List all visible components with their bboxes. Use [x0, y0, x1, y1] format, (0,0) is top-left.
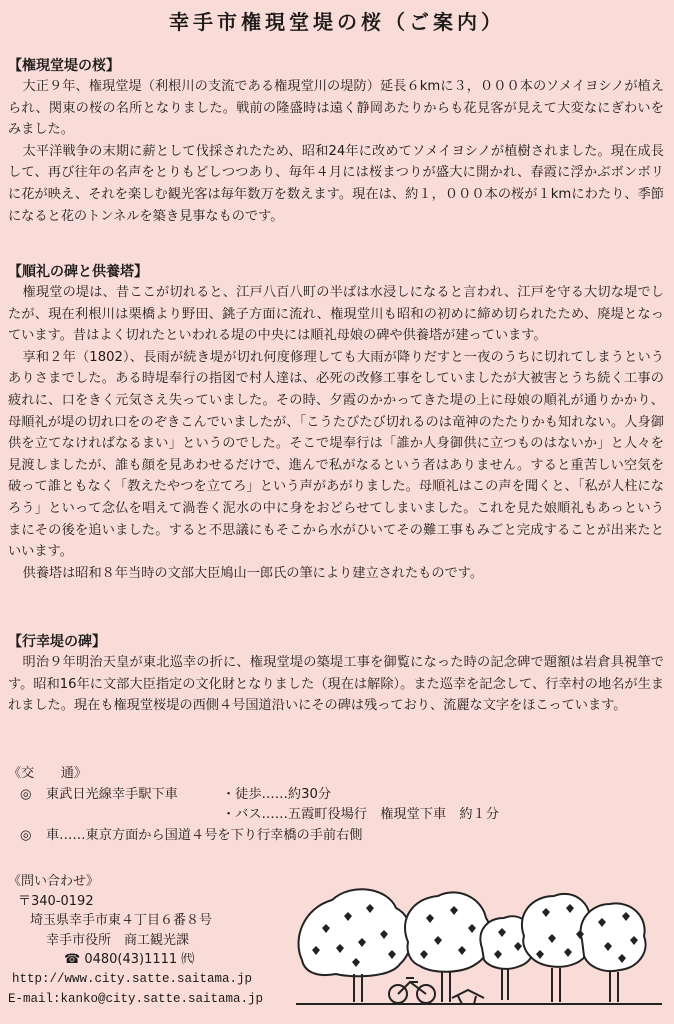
- contact-section: [8, 872, 263, 1009]
- office-name: 幸手市役所 商工観光課: [46, 932, 190, 948]
- access-station: 東武日光線幸手駅下車: [46, 787, 178, 802]
- paragraph: 享和２年（1802）、長雨が続き堤が切れ何度修理しても大雨が降りだすと一夜のうちに切れてしまうというありさまでした。ある時堤奉行の指図で村人達は、必死の改修工事をしていましたが大被害とうち続く工事の疲れに、口をきく元気さえ失っていました。その時、夕霞のかかってきた堤の上に母娘の順礼が通りかかり、母順礼が堤の切れ口をのぞきこんでいましたが、「こうたびたび切れるのは竜神のたたりかも知れない。人身御供を立てなければなるまい」というのでした。そこで堤奉行は「誰か人身御供に立つものはないか」と人々を見渡しましたが、誰も顔を見あわせるだけで、進んで私がなるという者はありません。すると重苦しい空気を破って誰ともなく「教えたやつを立てろ」という声があがりました。母順礼はこの声を聞くと、「私が人柱になろう」といって念仏を唱えて渦巻く泥水の中に身をおどらせてしまいました。これを見た娘順礼もあっというまにその後を追いました。すると不思議にもそこから水がひいてその難工事もみごと完成することが出来たといいます。: [8, 349, 664, 560]
- section-heading: 【行幸堤の碑】: [8, 634, 106, 650]
- website-link[interactable]: http://www.city.satte.saitama.jp: [12, 971, 253, 986]
- paragraph: 明治９年明治天皇が東北巡幸の折に、権現堂堤の築堤工事を御覧になった時の記念碑で題額は岩倉具視筆です。昭和16年に文部大臣指定の文化財となりました（現在は解除）。また巡幸を記念して、行幸村の地名が生まれました。現在も権現堂桜堤の西側４号国道沿いにその碑は残っており、流麗な文字をほこっています。: [8, 655, 664, 714]
- bullet-mark: ◎: [20, 787, 32, 802]
- section-heading: 【順礼の碑と供養塔】: [8, 264, 148, 280]
- email-link[interactable]: E-mail:kanko@city.satte.saitama.jp: [8, 991, 264, 1006]
- access-bus: ・バス……五霞町役場行 権現堂下車 約１分: [222, 807, 499, 822]
- section-heading: 【権現堂堤の桜】: [8, 58, 120, 74]
- bicycle-icon: [389, 978, 435, 1003]
- bench-icon: [452, 990, 484, 1004]
- contact-heading: 《問い合わせ》: [8, 874, 100, 889]
- postal-code: 〒340-0192: [18, 893, 94, 909]
- access-walk: ・徒歩……約30分: [222, 787, 332, 802]
- bullet-mark: ◎: [20, 828, 32, 843]
- section-sakura: [8, 56, 664, 227]
- access-car: 車……東京方面から国道４号を下り行幸橋の手前右側: [46, 828, 363, 843]
- access-section: [8, 764, 664, 843]
- page-title: 幸手市権現堂堤の桜（ご案内）: [169, 10, 505, 34]
- paragraph: 権現堂の堤は、昔ここが切れると、江戸八百八町の半ばは水浸しになると言われ、江戸を守る大切な堤でしたが、現在利根川は栗橋より野田、銚子方面に流れ、権現堂川も昭和の初めに締め切られたため、廃堤となっています。昔はよく切れたといわれる堤の中央には順礼母娘の碑や供養塔が建っています。: [8, 285, 664, 344]
- paragraph: 大正９年、権現堂堤（利根川の支流である権現堂川の堤防）延長６kmに３，０００本のソメイヨシノが植えられ、関東の桜の名所となりました。戦前の隆盛時は遠く静岡あたりからも花見客が見えて大変なにぎわいをみました。: [8, 79, 664, 138]
- section-junrei: [8, 262, 664, 584]
- paragraph: 太平洋戦争の末期に薪として伐採されたため、昭和24年に改めてソメイヨシノが植樹されました。現在成長して、再び往年の名声をとりもどしつつあり、毎年４月には桜まつりが盛大に開かれ、春霞に浮かぶボンボリに花が映え、それを楽しむ観光客は毎年数万を数えます。現在は、約１，０００本の桜が１kmにわたり、季節になると花のトンネルを築き見事なものです。: [8, 143, 664, 224]
- address: 埼玉県幸手市東４丁目６番８号: [30, 913, 213, 929]
- phone-number: ☎ 0480(43)1111 ㈹: [64, 952, 195, 968]
- access-heading: 《交 通》: [8, 766, 88, 781]
- section-gyoko: [8, 632, 664, 717]
- paragraph: 供養塔は昭和８年当時の文部大臣鳩山一郎氏の筆により建立されたものです。: [22, 565, 484, 581]
- cherry-trees-illustration: [292, 878, 666, 1012]
